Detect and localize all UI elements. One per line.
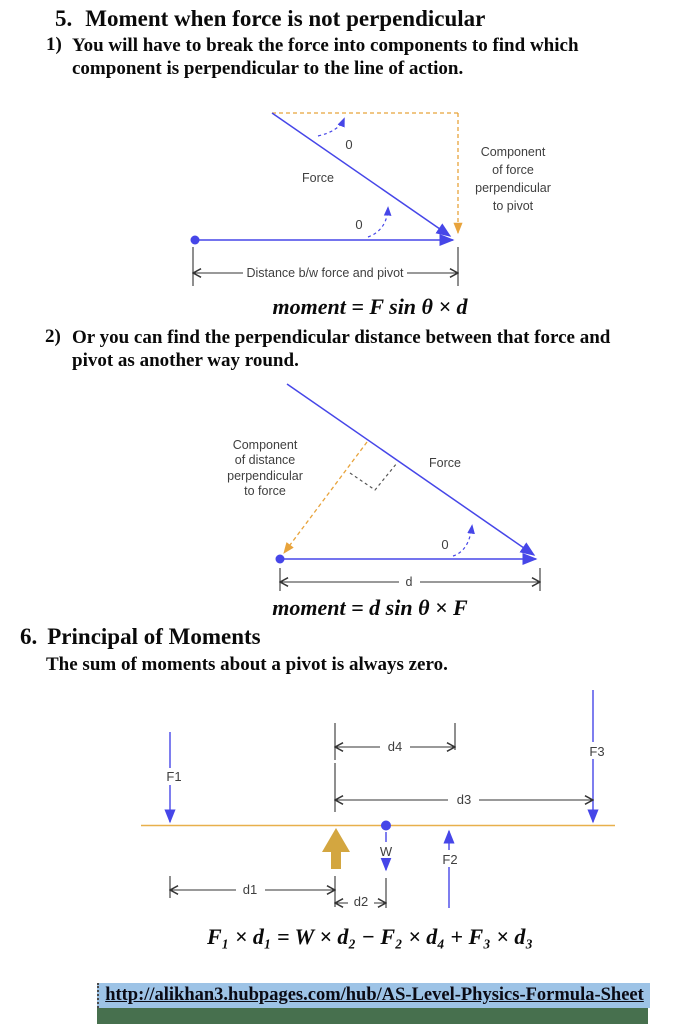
section5-heading [55,6,485,32]
diagram-principle-of-moments [139,686,617,912]
section6-number: 6. [20,624,38,649]
component-label-line4: to pivot [492,199,534,213]
bottom-table-header-bar [97,1008,648,1024]
force-label: Force [302,171,334,185]
item2-line2: pivot as another way round. [72,350,299,371]
diagram-force-components [187,103,557,292]
d2-label: d2 [353,894,369,909]
diagram-perpendicular-distance [220,373,555,592]
f2-label: F2 [442,852,458,867]
formula-moment-Fsin: moment = F sin θ × d [272,294,468,319]
section6-heading [20,624,261,650]
pivot-dot [276,555,285,564]
component-label-line1: Component [480,145,546,159]
right-angle-mark [350,463,397,490]
angle-arc-bottom [368,208,388,237]
pivot-reaction-arrow [322,828,350,869]
component-label-line3: perpendicular [475,181,551,195]
d4-label: d4 [387,739,403,754]
f3-label: F3 [589,744,605,759]
angle-top-label: 0 [345,137,353,152]
footer-link[interactable]: http://alikhan3.hubpages.com/hub/AS-Level-Physics-Formula-Sheet [105,985,644,1005]
perpendicular-dash-arrow [284,442,367,553]
force-label: Force [429,456,461,470]
item2-marker: 2) [45,326,61,347]
component-label-line2: of distance [234,453,296,467]
distance-label: d [405,575,413,589]
item1-marker: 1) [46,34,62,55]
pivot-dot [191,236,200,245]
item1-line2: component is perpendicular to the line of action. [72,58,464,79]
item1-text [72,34,579,80]
formula-moment-dsin: moment = d sin θ × F [272,595,468,620]
component-label-line1: Component [232,438,298,452]
d3-label: d3 [456,792,472,807]
angle-arc [453,526,472,556]
section5-number: 5. [55,6,73,31]
component-label-line3: perpendicular [227,469,303,483]
angle-label: 0 [441,537,449,552]
force-vector-arrow [287,384,534,555]
section5-title: Moment when force is not perpendicular [85,6,486,31]
item2-text [72,326,610,372]
component-label-line4: to force [244,484,286,498]
angle-arc-top [318,119,344,136]
d1-label: d1 [242,882,258,897]
section6-intro: The sum of moments about a pivot is always zero. [46,654,448,675]
item1-line1: You will have to break the force into components to find which [72,35,579,56]
section6-title: Principal of Moments [47,624,261,649]
weight-dot [381,821,391,831]
f1-label: F1 [166,769,182,784]
footer-link-highlight [97,983,650,1008]
distance-label: Distance b/w force and pivot [246,266,404,280]
component-label-line2: of force [492,163,534,177]
w-label: W [379,844,393,859]
angle-bottom-label: 0 [355,217,363,232]
formula-principle-of-moments: F₁ × d₁ = W × d₂ − F₂ × d₄ + F₃ × d₃ [206,924,534,949]
item2-line1: Or you can find the perpendicular distance between that force and [72,327,611,348]
